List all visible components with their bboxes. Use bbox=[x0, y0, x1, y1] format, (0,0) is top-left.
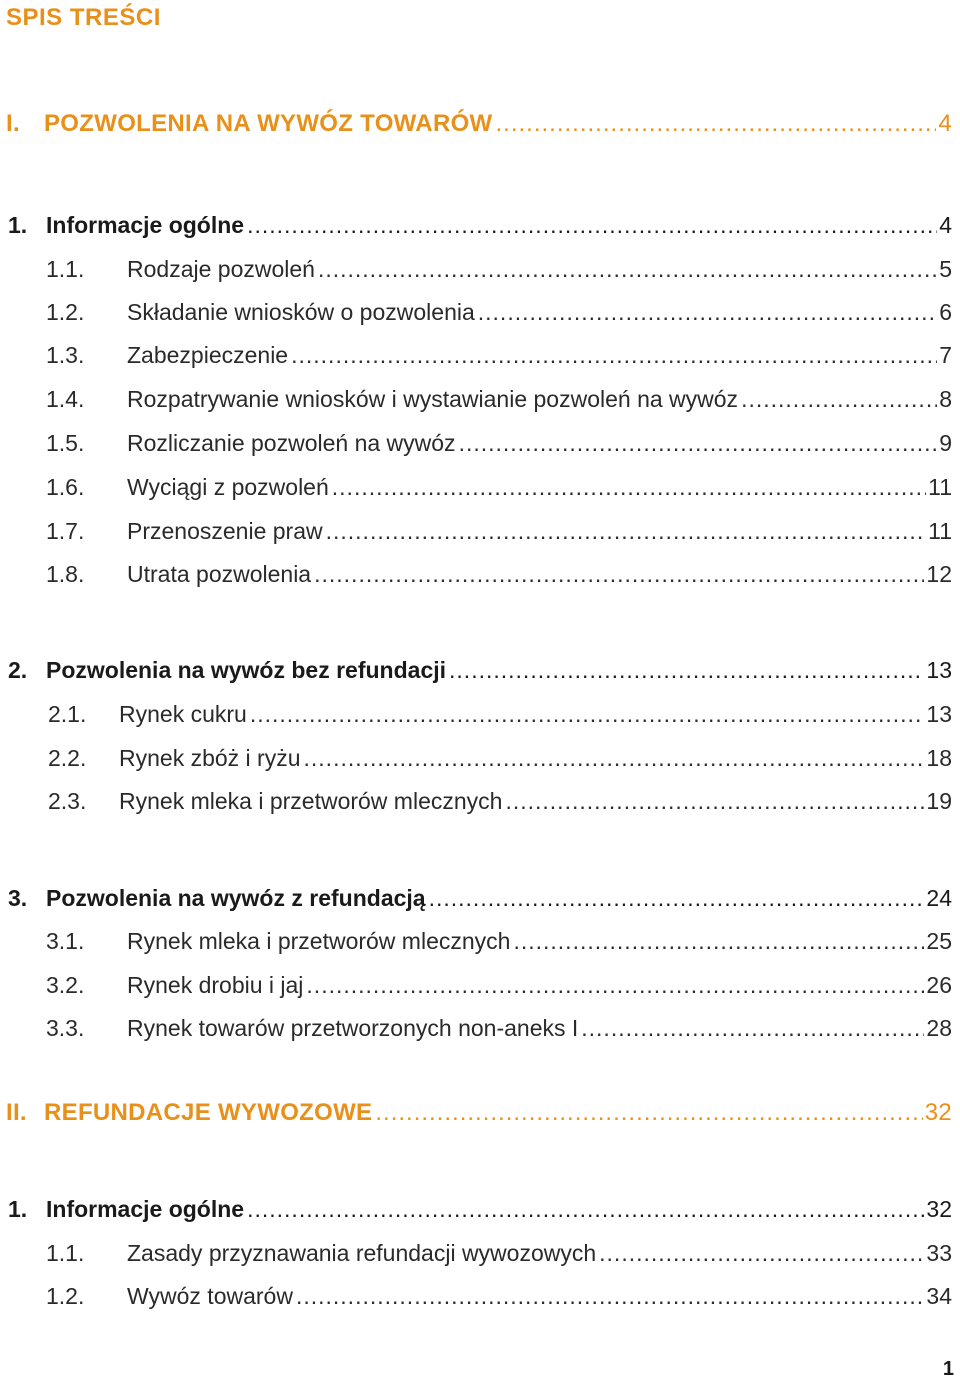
toc-number: 3. bbox=[8, 885, 28, 911]
dot-leader bbox=[599, 1240, 924, 1267]
toc-part-number: I. bbox=[6, 110, 20, 137]
toc-page: 11 bbox=[928, 518, 952, 544]
page-number: 1 bbox=[942, 1358, 954, 1380]
dot-leader bbox=[326, 518, 927, 545]
toc-label: Wywóz towarów bbox=[127, 1283, 293, 1309]
dot-leader bbox=[449, 657, 924, 684]
toc-number: 3.3. bbox=[46, 1015, 85, 1041]
page-title: SPIS TREŚCI bbox=[6, 4, 161, 31]
toc-label: Rozliczanie pozwoleń na wywóz bbox=[127, 430, 456, 456]
toc-entry-1-4[interactable] bbox=[46, 386, 952, 413]
dot-leader bbox=[318, 256, 937, 283]
toc-number: 2.1. bbox=[48, 701, 87, 727]
toc-number: 1. bbox=[8, 1196, 28, 1222]
toc-entry-ii-1-1[interactable] bbox=[46, 1240, 952, 1267]
toc-page: 33 bbox=[926, 1240, 952, 1266]
toc-entry-1-1[interactable] bbox=[46, 256, 952, 283]
toc-entry-1-2[interactable] bbox=[46, 299, 952, 326]
dot-leader bbox=[306, 972, 924, 999]
toc-number: 2.2. bbox=[48, 745, 87, 771]
dot-leader bbox=[459, 430, 938, 457]
toc-page: 13 bbox=[926, 657, 952, 683]
toc-number: 1.3. bbox=[46, 342, 85, 368]
toc-number: 1.5. bbox=[46, 430, 85, 456]
toc-page: 5 bbox=[939, 256, 952, 282]
toc-label: Informacje ogólne bbox=[46, 1196, 245, 1222]
dot-leader bbox=[741, 386, 937, 413]
toc-number: 1.1. bbox=[46, 1240, 85, 1266]
toc-page: 12 bbox=[926, 561, 952, 587]
toc-part-page: 4 bbox=[938, 110, 952, 137]
toc-label: Rynek cukru bbox=[119, 701, 247, 727]
toc-label: Składanie wniosków o pozwolenia bbox=[127, 299, 475, 325]
toc-page: 13 bbox=[926, 701, 952, 727]
toc-page: 8 bbox=[939, 386, 952, 412]
toc-part-page: 32 bbox=[924, 1099, 952, 1126]
toc-page: 9 bbox=[939, 430, 952, 456]
toc-entry-2-1[interactable] bbox=[48, 701, 952, 728]
toc-entry-ii-1-2[interactable] bbox=[46, 1283, 952, 1310]
dot-leader bbox=[375, 1099, 922, 1127]
toc-part-1[interactable] bbox=[6, 110, 952, 138]
toc-label: Informacje ogólne bbox=[46, 212, 245, 238]
toc-number: 1.4. bbox=[46, 386, 85, 412]
dot-leader bbox=[304, 745, 925, 772]
toc-entry-1-6[interactable] bbox=[46, 474, 952, 501]
dot-leader bbox=[513, 928, 924, 955]
toc-entry-1-3[interactable] bbox=[46, 342, 952, 369]
toc-number: 1. bbox=[8, 212, 28, 238]
toc-page: 25 bbox=[926, 928, 952, 954]
toc-page: 24 bbox=[926, 885, 952, 911]
toc-number: 3.2. bbox=[46, 972, 85, 998]
toc-entry-2-2[interactable] bbox=[48, 745, 952, 772]
toc-label: Utrata pozwolenia bbox=[127, 561, 312, 587]
toc-entry-2-3[interactable] bbox=[48, 788, 952, 815]
toc-number: 1.6. bbox=[46, 474, 85, 500]
dot-leader bbox=[332, 474, 926, 501]
toc-entry-1-8[interactable] bbox=[46, 561, 952, 588]
dot-leader bbox=[296, 1283, 924, 1310]
toc-label: Rodzaje pozwoleń bbox=[127, 256, 315, 282]
toc-label: Rynek mleka i przetworów mlecznych bbox=[119, 788, 503, 814]
toc-label: Pozwolenia na wywóz bez refundacji bbox=[46, 657, 447, 683]
toc-label: Rynek zbóż i ryżu bbox=[119, 745, 301, 771]
dot-leader bbox=[505, 788, 924, 815]
dot-leader bbox=[247, 212, 937, 239]
toc-label: Rynek mleka i przetworów mlecznych bbox=[127, 928, 511, 954]
dot-leader bbox=[478, 299, 937, 326]
toc-label: Pozwolenia na wywóz z refundacją bbox=[46, 885, 426, 911]
toc-entry-3-1[interactable] bbox=[46, 928, 952, 955]
toc-section-ii-1[interactable] bbox=[8, 1196, 952, 1223]
toc-label: Zabezpieczenie bbox=[127, 342, 289, 368]
toc-entry-3-3[interactable] bbox=[46, 1015, 952, 1042]
toc-entry-1-7[interactable] bbox=[46, 518, 952, 545]
toc-page: 32 bbox=[926, 1196, 952, 1222]
toc-page: 19 bbox=[926, 788, 952, 814]
toc-part-2[interactable] bbox=[6, 1099, 952, 1127]
dot-leader bbox=[429, 885, 925, 912]
toc-number: 1.7. bbox=[46, 518, 85, 544]
toc-number: 2. bbox=[8, 657, 28, 683]
toc-page: 11 bbox=[928, 474, 952, 500]
dot-leader bbox=[496, 110, 937, 138]
toc-number: 1.2. bbox=[46, 299, 85, 325]
toc-number: 3.1. bbox=[46, 928, 85, 954]
toc-number: 1.1. bbox=[46, 256, 85, 282]
toc-page: 34 bbox=[926, 1283, 952, 1309]
toc-section-1[interactable] bbox=[8, 212, 952, 239]
toc-entry-1-5[interactable] bbox=[46, 430, 952, 457]
toc-label: Wyciągi z pozwoleń bbox=[127, 474, 329, 500]
toc-page: 18 bbox=[926, 745, 952, 771]
toc-label: Rozpatrywanie wniosków i wystawianie pozwoleń na wywóz bbox=[127, 386, 739, 412]
dot-leader bbox=[314, 561, 924, 588]
toc-page: 7 bbox=[939, 342, 952, 368]
toc-number: 1.2. bbox=[46, 1283, 85, 1309]
toc-page: 26 bbox=[926, 972, 952, 998]
toc-section-2[interactable] bbox=[8, 657, 952, 684]
toc-part-label: POZWOLENIA NA WYWÓZ TOWARÓW bbox=[44, 110, 493, 137]
toc-label: Zasady przyznawania refundacji wywozowych bbox=[127, 1240, 597, 1266]
dot-leader bbox=[250, 701, 925, 728]
toc-number: 2.3. bbox=[48, 788, 87, 814]
dot-leader bbox=[581, 1015, 924, 1042]
toc-page: 6 bbox=[939, 299, 952, 325]
toc-part-label: REFUNDACJE WYWOZOWE bbox=[44, 1099, 373, 1126]
toc-number: 1.8. bbox=[46, 561, 85, 587]
toc-section-3[interactable] bbox=[8, 885, 952, 912]
dot-leader bbox=[247, 1196, 924, 1223]
toc-label: Rynek drobiu i jaj bbox=[127, 972, 304, 998]
toc-label: Rynek towarów przetworzonych non-aneks I bbox=[127, 1015, 579, 1041]
toc-label: Przenoszenie praw bbox=[127, 518, 323, 544]
toc-page: 28 bbox=[926, 1015, 952, 1041]
dot-leader bbox=[291, 342, 937, 369]
toc-part-number: II. bbox=[6, 1099, 27, 1126]
toc-page: 4 bbox=[939, 212, 952, 238]
toc-entry-3-2[interactable] bbox=[46, 972, 952, 999]
